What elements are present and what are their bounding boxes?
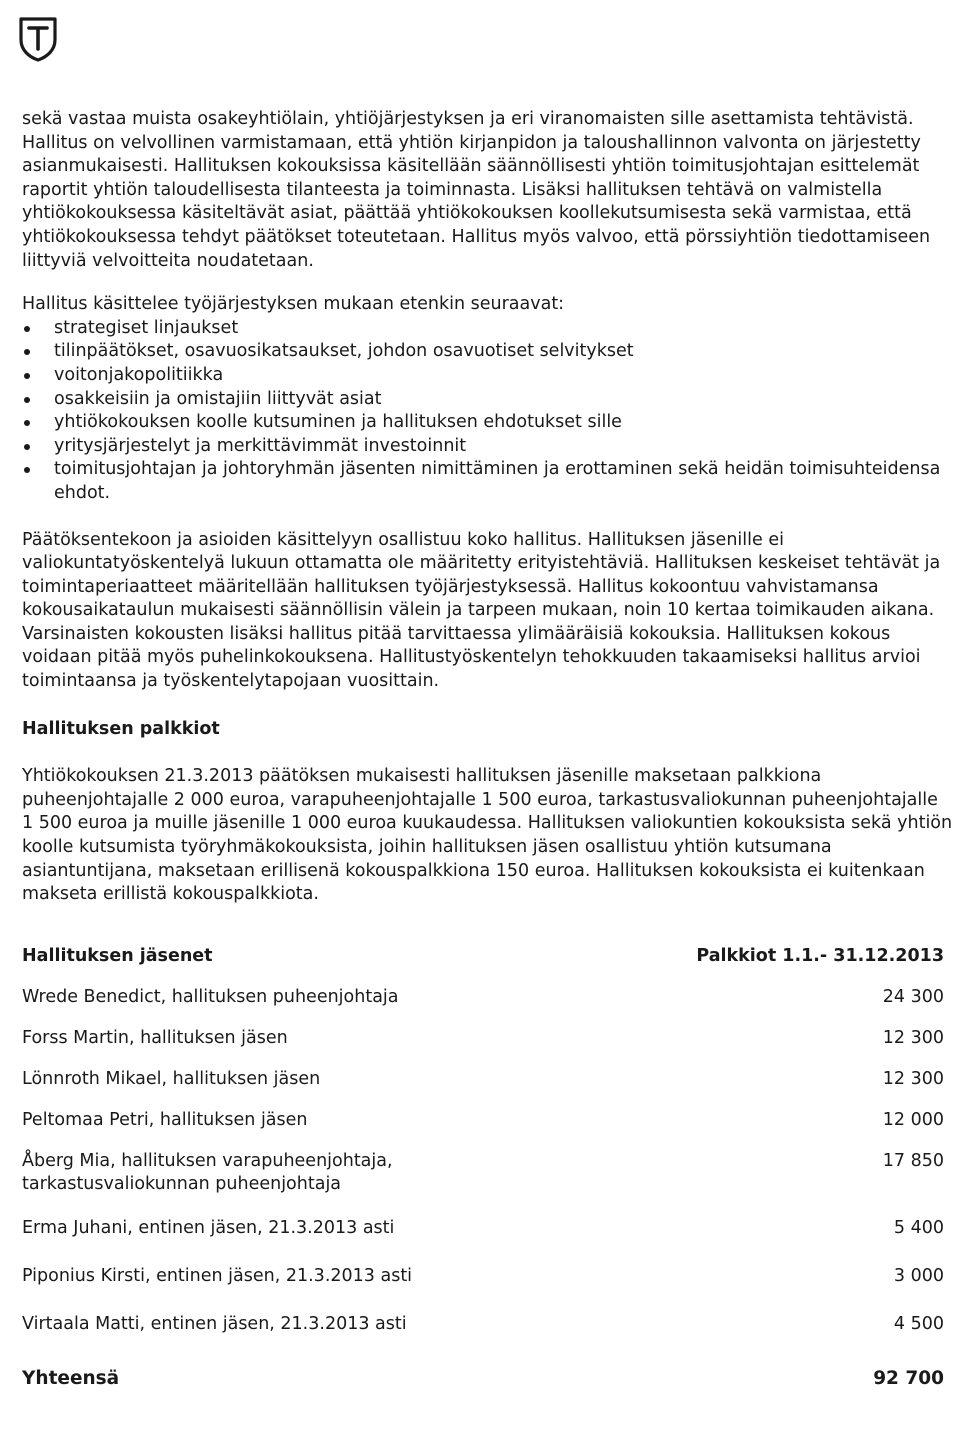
member-name: [22, 1150, 586, 1217]
list-item: yritysjärjestelyt ja merkittävimmät investoinnit: [54, 435, 954, 459]
list-item: yhtiökokouksen koolle kutsuminen ja hallituksen ehdotukset sille: [54, 411, 954, 435]
member-fee: 24 300: [882, 986, 944, 1007]
member-fee: 12 300: [882, 1027, 944, 1048]
member-name: Piponius Kirsti, entinen jäsen, 21.3.2013 asti: [22, 1265, 413, 1286]
member-name-line2: tarkastusvaliokunnan puheenjohtaja: [22, 1174, 342, 1195]
member-fee: 17 850: [882, 1150, 944, 1171]
board-fees-table: [22, 945, 944, 1397]
table-row: [22, 1068, 944, 1109]
member-name: Wrede Benedict, hallituksen puheenjohtaja: [22, 986, 399, 1007]
agenda-list: [22, 317, 954, 506]
paragraph-decision-making: Päätöksentekoon ja asioiden käsittelyyn osallistuu koko hallitus. Hallituksen jäsenille ei valiokuntatyöskentelyä lukuun ottamatta ole määritetty erityistehtäviä. Hallituksen keskeiset tehtävät ja toimintaperiaatteet määritellään hallituksen työjärjestyksessä. Hallitus kokoontuu vahvistamansa kokousaikataulun mukaisesti säännöllisin välein ja tarpeen mukaan, noin 10 kertaa toimikauden aikana. Varsinaisten kokousten lisäksi hallitus pitää tarvittaessa ylimääräisiä kokouksia. Hallituksen kokous voidaan pitää myös puhelinkokouksena. Hallitustyöskentelyn tehokkuuden takaamiseksi hallitus arvioi toimintaansa ja työskentelytapojaan vuosittain.: [22, 529, 941, 692]
paragraph-board-duties: sekä vastaa muista osakeyhtiölain, yhtiöjärjestyksen ja eri viranomaisten sille asettamista tehtävistä. Hallitus on velvollinen varmistamaan, että yhtiön kirjanpidon ja taloushallinnon valvonta on järjestetty asianmukaisesti. Hallituksen kokouksissa käsitellään säännöllisesti yhtiön toimitusjohtajan esittelemät raportit yhtiön taloudellisesta tilanteesta ja toiminnasta. Lisäksi hallituksen tehtävä on valmistella yhtiökokouksessa käsiteltävät asiat, päättää yhtiökokouksen koollekutsumisesta sekä varmistaa, että yhtiökokouksessa tehdyt päätökset toteutetaan. Hallitus myös valvoo, että pörssiyhtiön tiedottamiseen liittyviä velvoitteita noudatetaan.: [22, 109, 931, 271]
list-item: toimitusjohtajan ja johtoryhmän jäsenten nimittäminen ja erottaminen sekä heidän toimisuhteidensa ehdot.: [54, 458, 954, 505]
list-item: voitonjakopolitiikka: [54, 364, 954, 388]
paragraph-fees: Yhtiökokouksen 21.3.2013 päätöksen mukaisesti hallituksen jäsenille maksetaan palkkiona puheenjohtajalle 2 000 euroa, varapuheenjohtajalle 1 500 euroa, tarkastusvaliokunnan puheenjohtajalle 1 500 euroa ja muille jäsenille 1 000 euroa kuukaudessa. Hallituksen valiokuntien kokouksista sekä yhtiön koolle kutsumista työryhmäkokouksista, joihin hallituksen jäsen osallistuu yhtiön kutsumana asiantuntijana, maksetaan erillisenä kokouspalkkiona 150 euroa. Hallituksen kokouksista ei kuitenkaan makseta erillistä kokouspalkkiota.: [22, 766, 953, 905]
list-item: tilinpäätökset, osavuosikatsaukset, johdon osavuotiset selvitykset: [54, 340, 954, 364]
document-body: [22, 108, 954, 1397]
member-name: Peltomaa Petri, hallituksen jäsen: [22, 1109, 308, 1130]
total-label: Yhteensä: [22, 1367, 120, 1389]
paragraph-agenda-intro: Hallitus käsittelee työjärjestyksen mukaan etenkin seuraavat:: [22, 294, 565, 315]
total-amount: 92 700: [873, 1367, 944, 1389]
column-header-members: Hallituksen jäsenet: [22, 945, 213, 966]
member-fee: 4 500: [893, 1313, 944, 1334]
table-row: [22, 1027, 944, 1068]
member-name-line1: Åberg Mia, hallituksen varapuheenjohtaja,: [22, 1150, 393, 1171]
member-name: Erma Juhani, entinen jäsen, 21.3.2013 asti: [22, 1217, 395, 1238]
table-header-row: [22, 945, 944, 986]
member-name: Forss Martin, hallituksen jäsen: [22, 1027, 288, 1048]
member-fee: 3 000: [893, 1265, 944, 1286]
section-heading-board-fees: Hallituksen palkkiot: [22, 718, 220, 739]
member-name: Lönnroth Mikael, hallituksen jäsen: [22, 1068, 321, 1089]
table-total-row: [22, 1361, 944, 1397]
list-item: strategiset linjaukset: [54, 317, 954, 341]
member-name: Virtaala Matti, entinen jäsen, 21.3.2013 asti: [22, 1313, 407, 1334]
table-row: [22, 1265, 944, 1313]
table-row: [22, 1150, 944, 1217]
table-row: [22, 1217, 944, 1265]
member-fee: 12 000: [882, 1109, 944, 1130]
table-row: [22, 1109, 944, 1150]
table-row: [22, 986, 944, 1027]
member-fee: 5 400: [893, 1217, 944, 1238]
list-item: osakkeisiin ja omistajiin liittyvät asiat: [54, 388, 954, 412]
company-logo-icon: [18, 16, 58, 62]
column-header-fees: Palkkiot 1.1.- 31.12.2013: [696, 945, 944, 966]
member-fee: 12 300: [882, 1068, 944, 1089]
table-row: [22, 1313, 944, 1361]
